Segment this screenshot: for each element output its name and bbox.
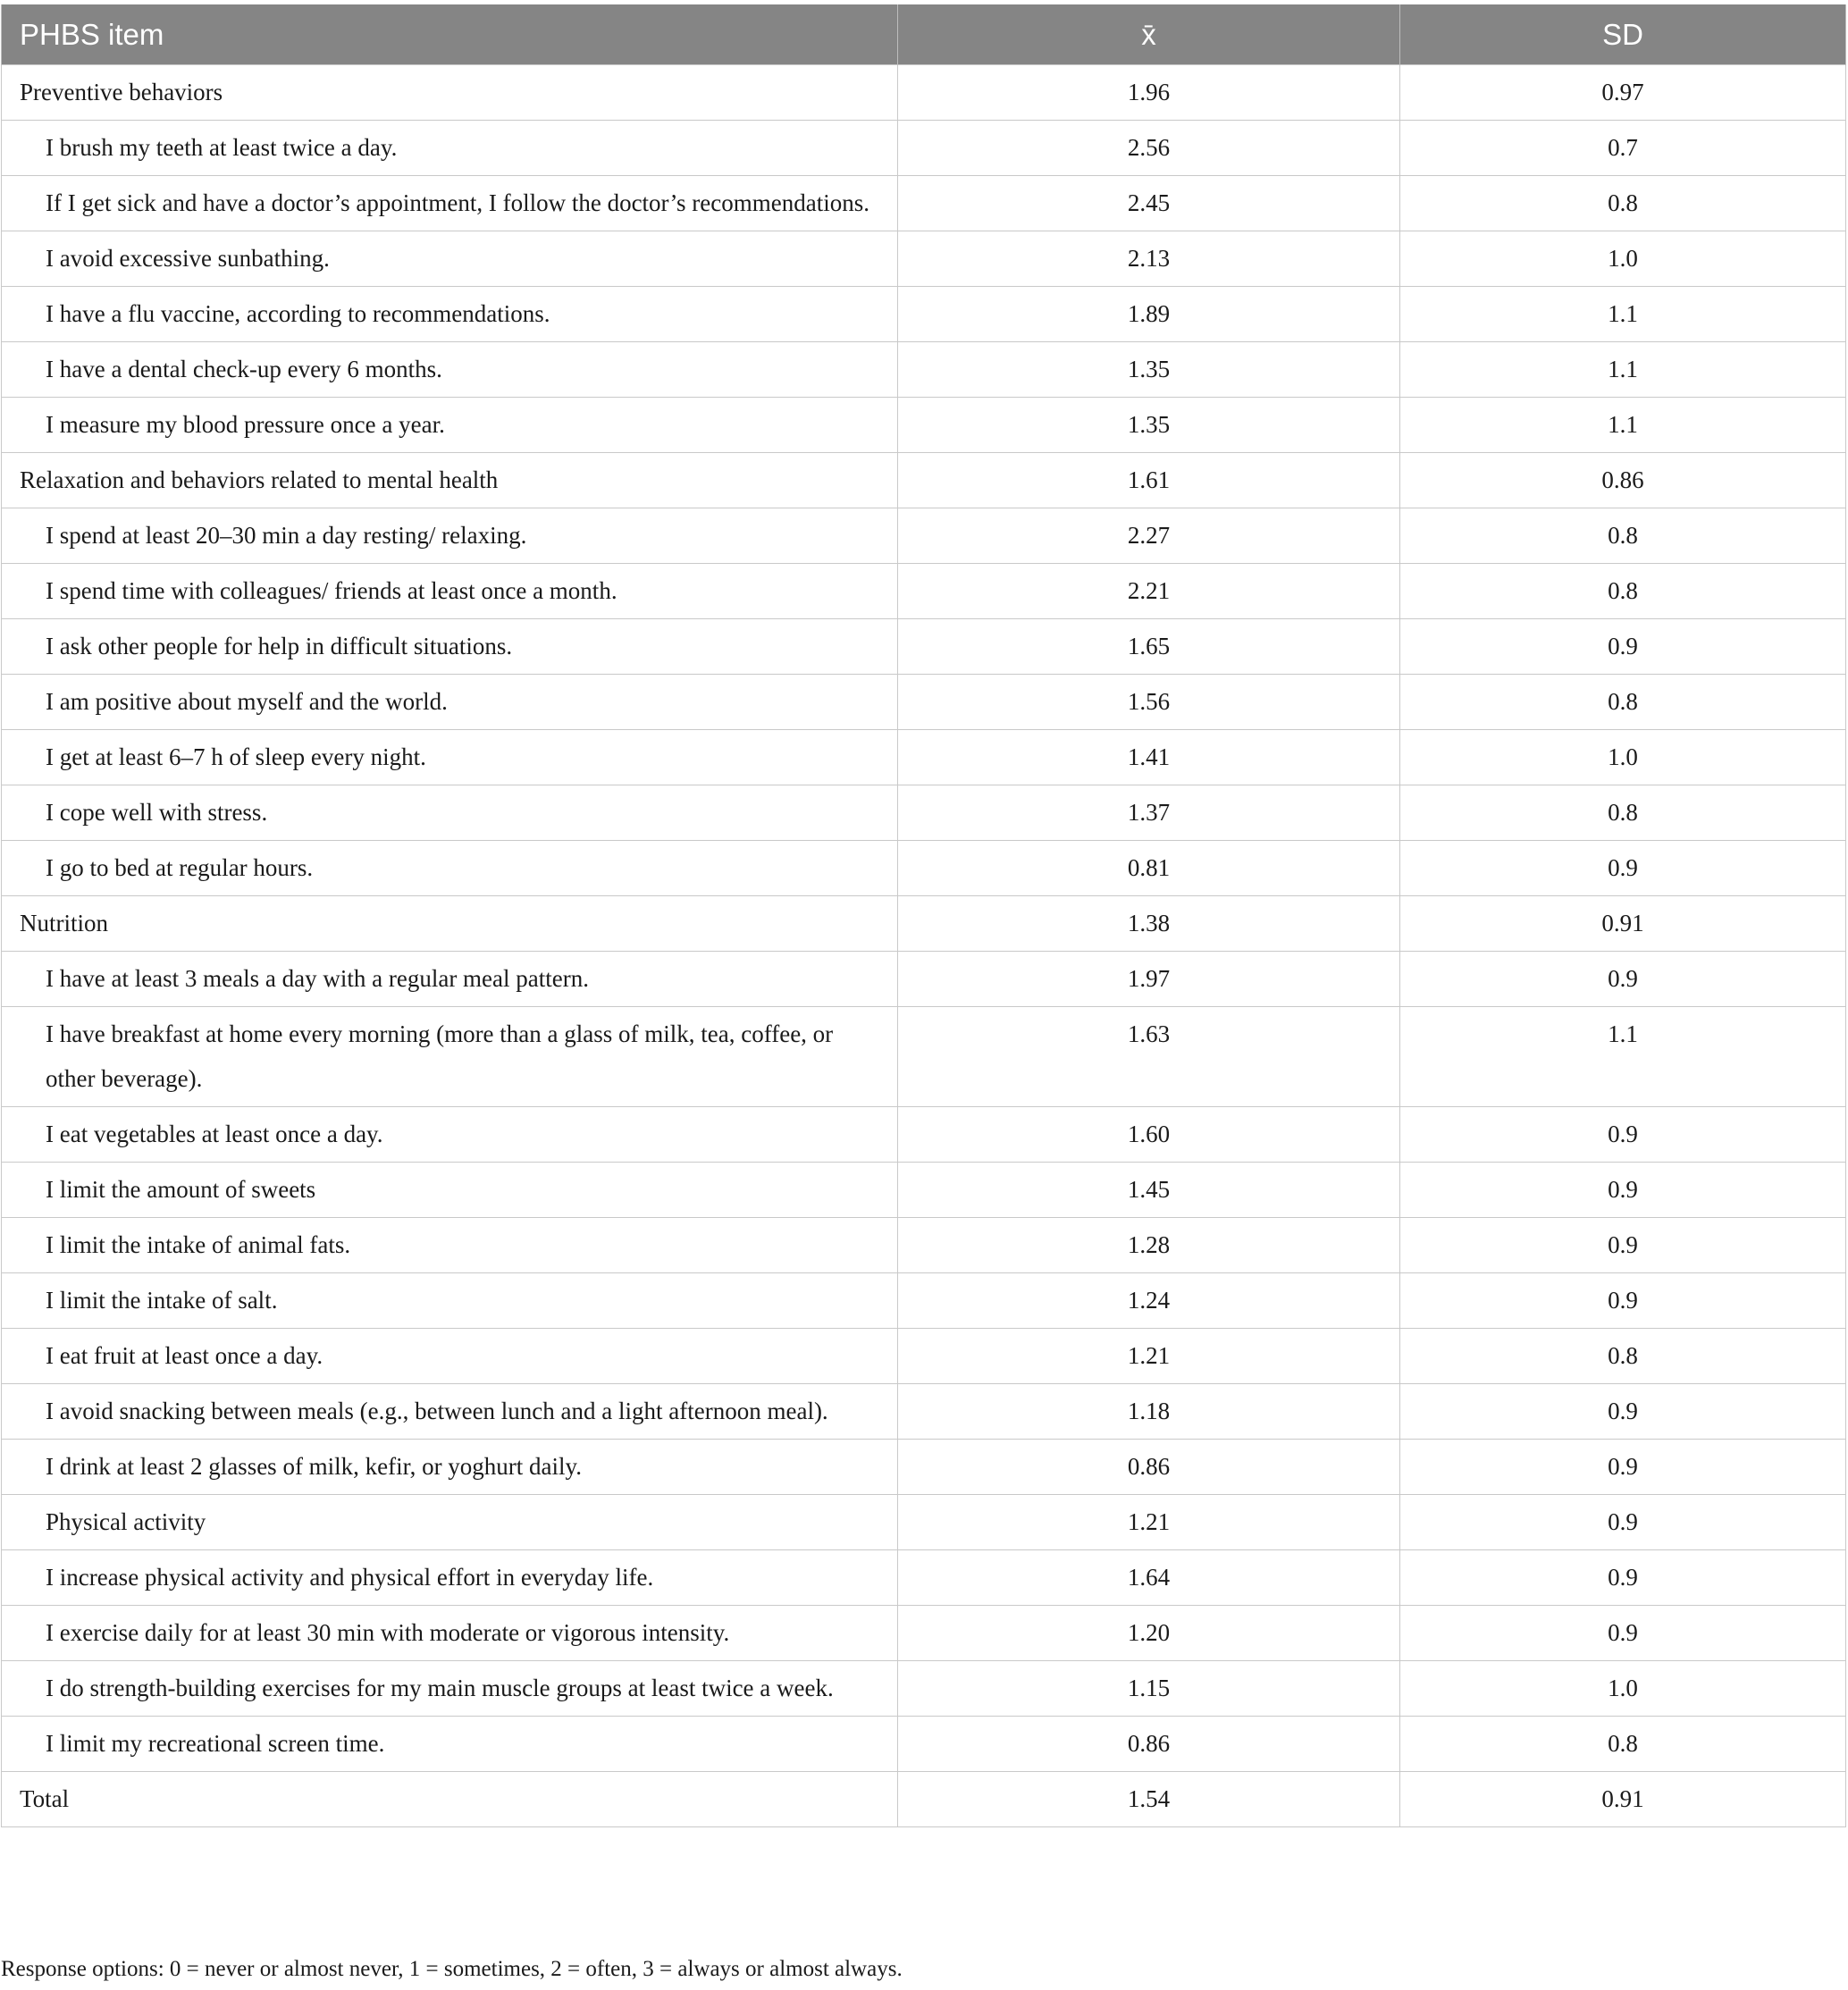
cell-mean: 0.81	[898, 841, 1400, 896]
cell-mean: 1.38	[898, 896, 1400, 952]
table-row	[2, 1717, 1846, 1772]
header-row	[2, 4, 1846, 65]
cell-mean: 1.21	[898, 1495, 1400, 1550]
cell-mean: 1.60	[898, 1107, 1400, 1163]
cell-sd: 0.9	[1400, 1495, 1846, 1550]
cell-sd: 0.7	[1400, 121, 1846, 176]
cell-mean: 1.96	[898, 65, 1400, 121]
cell-sd: 0.9	[1400, 1218, 1846, 1273]
cell-mean: 1.63	[898, 1007, 1400, 1107]
cell-item: I have at least 3 meals a day with a regular meal pattern.	[2, 952, 898, 1007]
table-row	[2, 841, 1846, 896]
table-row	[2, 730, 1846, 785]
cell-sd: 0.9	[1400, 1440, 1846, 1495]
cell-sd: 0.9	[1400, 1606, 1846, 1661]
header-sd: SD	[1400, 4, 1846, 65]
header-phbs-item: PHBS item	[2, 4, 898, 65]
cell-item: I eat fruit at least once a day.	[2, 1329, 898, 1384]
cell-sd: 0.97	[1400, 65, 1846, 121]
cell-sd: 0.9	[1400, 1550, 1846, 1606]
cell-item: I ask other people for help in difficult situations.	[2, 619, 898, 675]
table-row	[2, 564, 1846, 619]
table-body	[2, 65, 1846, 1827]
table-row	[2, 1273, 1846, 1329]
table-row	[2, 1218, 1846, 1273]
cell-sd: 1.0	[1400, 730, 1846, 785]
table-row	[2, 952, 1846, 1007]
cell-mean: 1.61	[898, 453, 1400, 508]
cell-item: I spend at least 20–30 min a day resting/ relaxing.	[2, 508, 898, 564]
cell-item: Preventive behaviors	[2, 65, 898, 121]
cell-item: I have breakfast at home every morning (more than a glass of milk, tea, coffee, or other beverage).	[2, 1007, 898, 1107]
cell-item: I limit the amount of sweets	[2, 1163, 898, 1218]
table-row	[2, 1495, 1846, 1550]
table-row	[2, 1550, 1846, 1606]
table-row	[2, 508, 1846, 564]
table-row	[2, 1440, 1846, 1495]
table-row	[2, 675, 1846, 730]
cell-item: I drink at least 2 glasses of milk, kefir, or yoghurt daily.	[2, 1440, 898, 1495]
cell-item: I eat vegetables at least once a day.	[2, 1107, 898, 1163]
cell-sd: 1.1	[1400, 287, 1846, 342]
table-row	[2, 342, 1846, 398]
cell-mean: 1.64	[898, 1550, 1400, 1606]
cell-item: Nutrition	[2, 896, 898, 952]
cell-mean: 1.24	[898, 1273, 1400, 1329]
cell-sd: 0.8	[1400, 564, 1846, 619]
cell-item: I have a flu vaccine, according to recommendations.	[2, 287, 898, 342]
cell-sd: 1.0	[1400, 231, 1846, 287]
cell-sd: 0.9	[1400, 1384, 1846, 1440]
table-row	[2, 1661, 1846, 1717]
cell-mean: 1.56	[898, 675, 1400, 730]
cell-sd: 0.8	[1400, 785, 1846, 841]
cell-sd: 1.1	[1400, 342, 1846, 398]
cell-item: Relaxation and behaviors related to mental health	[2, 453, 898, 508]
category-row	[2, 1772, 1846, 1827]
cell-mean: 1.20	[898, 1606, 1400, 1661]
cell-item: I increase physical activity and physical effort in everyday life.	[2, 1550, 898, 1606]
cell-mean: 1.41	[898, 730, 1400, 785]
table-row	[2, 398, 1846, 453]
cell-mean: 2.56	[898, 121, 1400, 176]
cell-mean: 2.13	[898, 231, 1400, 287]
cell-sd: 1.1	[1400, 398, 1846, 453]
table-row	[2, 231, 1846, 287]
table-header	[2, 4, 1846, 65]
table-row	[2, 121, 1846, 176]
phbs-table	[1, 4, 1846, 1827]
cell-mean: 1.15	[898, 1661, 1400, 1717]
table-row	[2, 619, 1846, 675]
cell-item: I limit the intake of salt.	[2, 1273, 898, 1329]
cell-sd: 0.9	[1400, 1273, 1846, 1329]
cell-mean: 1.18	[898, 1384, 1400, 1440]
category-row	[2, 453, 1846, 508]
cell-item: I have a dental check-up every 6 months.	[2, 342, 898, 398]
cell-sd: 0.91	[1400, 1772, 1846, 1827]
header-mean: x̄	[898, 4, 1400, 65]
cell-sd: 0.9	[1400, 1107, 1846, 1163]
cell-item: I limit the intake of animal fats.	[2, 1218, 898, 1273]
cell-sd: 0.9	[1400, 619, 1846, 675]
table-row	[2, 1107, 1846, 1163]
cell-item: Total	[2, 1772, 898, 1827]
table-row	[2, 287, 1846, 342]
cell-mean: 1.65	[898, 619, 1400, 675]
cell-sd: 0.8	[1400, 1717, 1846, 1772]
cell-item: I do strength-building exercises for my main muscle groups at least twice a week.	[2, 1661, 898, 1717]
cell-item: I brush my teeth at least twice a day.	[2, 121, 898, 176]
cell-mean: 0.86	[898, 1440, 1400, 1495]
cell-sd: 1.1	[1400, 1007, 1846, 1107]
cell-item: I limit my recreational screen time.	[2, 1717, 898, 1772]
category-row	[2, 896, 1846, 952]
cell-mean: 1.28	[898, 1218, 1400, 1273]
table-row	[2, 1007, 1846, 1107]
cell-sd: 0.86	[1400, 453, 1846, 508]
cell-mean: 1.45	[898, 1163, 1400, 1218]
cell-item: I measure my blood pressure once a year.	[2, 398, 898, 453]
cell-mean: 1.21	[898, 1329, 1400, 1384]
cell-item: I exercise daily for at least 30 min with moderate or vigorous intensity.	[2, 1606, 898, 1661]
cell-item: I am positive about myself and the world.	[2, 675, 898, 730]
cell-item: I go to bed at regular hours.	[2, 841, 898, 896]
cell-sd: 1.0	[1400, 1661, 1846, 1717]
table-row	[2, 1329, 1846, 1384]
cell-mean: 2.21	[898, 564, 1400, 619]
phbs-table-container	[1, 4, 1845, 1827]
cell-sd: 0.8	[1400, 176, 1846, 231]
cell-mean: 1.37	[898, 785, 1400, 841]
cell-sd: 0.9	[1400, 952, 1846, 1007]
category-row	[2, 65, 1846, 121]
table-row	[2, 1606, 1846, 1661]
cell-mean: 0.86	[898, 1717, 1400, 1772]
cell-mean: 1.89	[898, 287, 1400, 342]
cell-mean: 1.35	[898, 398, 1400, 453]
cell-sd: 0.91	[1400, 896, 1846, 952]
cell-sd: 0.8	[1400, 508, 1846, 564]
cell-mean: 1.97	[898, 952, 1400, 1007]
cell-mean: 1.35	[898, 342, 1400, 398]
table-row	[2, 785, 1846, 841]
cell-sd: 0.8	[1400, 1329, 1846, 1384]
cell-item: I spend time with colleagues/ friends at least once a month.	[2, 564, 898, 619]
table-row	[2, 1163, 1846, 1218]
cell-item: I cope well with stress.	[2, 785, 898, 841]
cell-sd: 0.8	[1400, 675, 1846, 730]
cell-sd: 0.9	[1400, 1163, 1846, 1218]
cell-item: I avoid snacking between meals (e.g., between lunch and a light afternoon meal).	[2, 1384, 898, 1440]
cell-item: I avoid excessive sunbathing.	[2, 231, 898, 287]
cell-item: I get at least 6–7 h of sleep every night.	[2, 730, 898, 785]
cell-item: If I get sick and have a doctor’s appointment, I follow the doctor’s recommendations.	[2, 176, 898, 231]
table-footnote: Response options: 0 = never or almost never, 1 = sometimes, 2 = often, 3 = always or almost always.	[1, 1957, 903, 1981]
cell-mean: 2.27	[898, 508, 1400, 564]
cell-sd: 0.9	[1400, 841, 1846, 896]
table-row	[2, 1384, 1846, 1440]
table-row	[2, 176, 1846, 231]
cell-item: Physical activity	[2, 1495, 898, 1550]
cell-mean: 2.45	[898, 176, 1400, 231]
cell-mean: 1.54	[898, 1772, 1400, 1827]
